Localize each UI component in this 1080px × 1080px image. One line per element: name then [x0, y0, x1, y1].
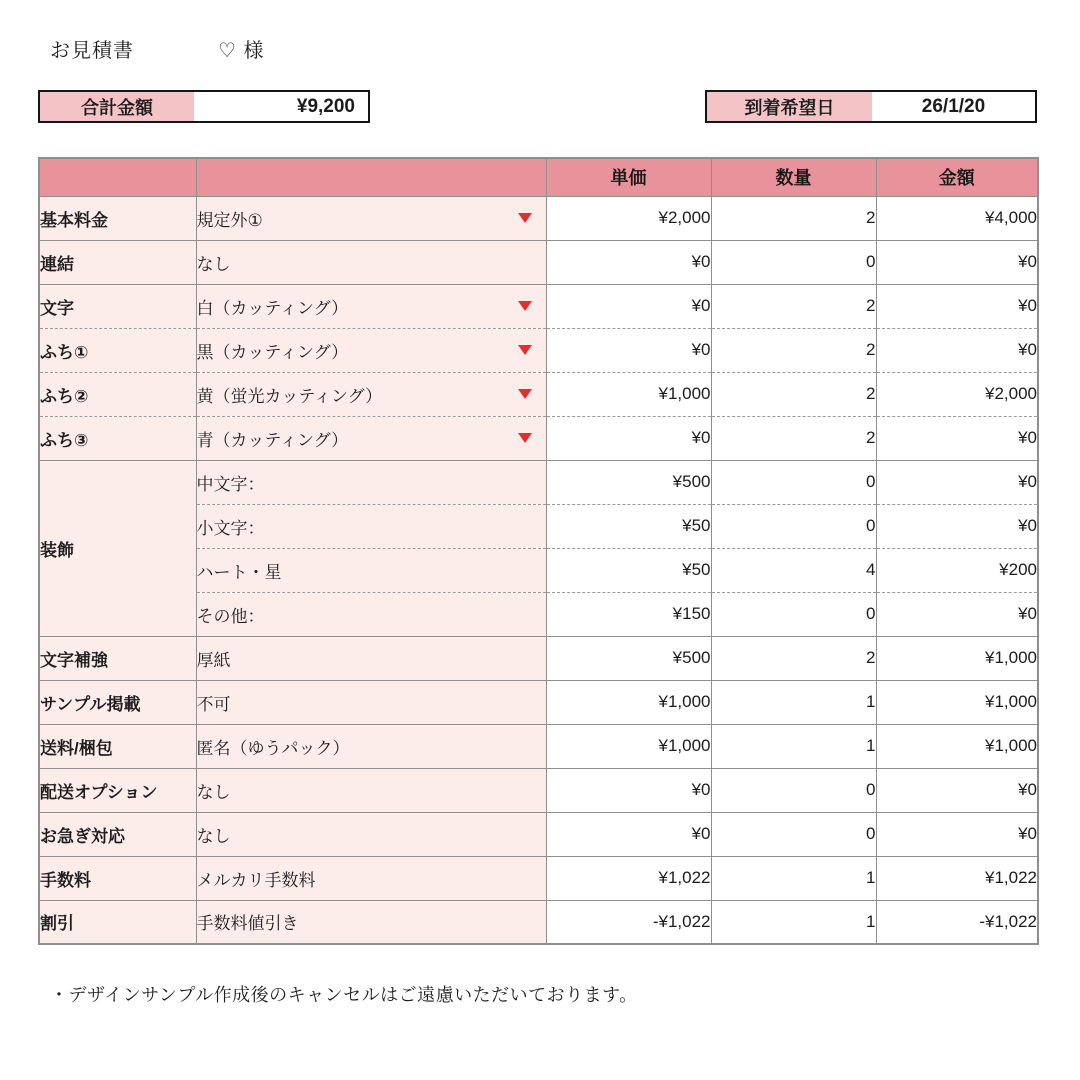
- choice-text: なし: [196, 254, 231, 274]
- choice-cell: [196, 768, 546, 812]
- dropdown-arrow-icon[interactable]: [518, 301, 532, 311]
- quantity-cell: 2: [711, 416, 876, 460]
- table-row: [39, 768, 1038, 812]
- choice-text: 規定外①: [196, 210, 263, 230]
- amount-cell: ¥1,000: [876, 680, 1038, 724]
- item-label-cell: 手数料: [39, 856, 196, 900]
- table-row: [39, 328, 1038, 372]
- quantity-cell: 1: [711, 724, 876, 768]
- header-quantity: 数量: [711, 158, 876, 196]
- choice-cell: [196, 240, 546, 284]
- choice-text: 青（カッティング）: [196, 430, 349, 450]
- table-header-row: [39, 158, 1038, 196]
- table-row: [39, 372, 1038, 416]
- amount-cell: ¥1,022: [876, 856, 1038, 900]
- quantity-cell: 2: [711, 372, 876, 416]
- quantity-cell: 2: [711, 196, 876, 240]
- choice-text: 中文字：: [196, 474, 265, 494]
- unit-price-cell: ¥1,000: [546, 680, 711, 724]
- amount-cell: ¥2,000: [876, 372, 1038, 416]
- choice-text: 黒（カッティング）: [196, 342, 349, 362]
- table-row: [39, 240, 1038, 284]
- amount-cell: ¥0: [876, 812, 1038, 856]
- amount-cell: ¥200: [876, 548, 1038, 592]
- header-unit-price: 単価: [546, 158, 711, 196]
- choice-text: 手数料値引き: [196, 914, 299, 934]
- unit-price-cell: ¥50: [546, 548, 711, 592]
- choice-text: 黄（蛍光カッティング）: [196, 386, 383, 406]
- choice-cell: [196, 504, 546, 548]
- amount-cell: ¥0: [876, 328, 1038, 372]
- choice-text: 小文字：: [196, 518, 265, 538]
- choice-cell: [196, 592, 546, 636]
- table-row: [39, 636, 1038, 680]
- choice-text: 厚紙: [196, 650, 231, 670]
- item-label-cell: 装飾: [39, 460, 196, 636]
- item-label-cell: 送料/梱包: [39, 724, 196, 768]
- item-label-cell: ふち②: [39, 372, 196, 416]
- quantity-cell: 2: [711, 284, 876, 328]
- choice-text: 不可: [196, 694, 231, 714]
- amount-cell: ¥0: [876, 284, 1038, 328]
- choice-text: ハート・星: [196, 562, 282, 582]
- quantity-cell: 0: [711, 768, 876, 812]
- customer-name: ♡ 様: [218, 40, 265, 62]
- choice-cell[interactable]: [196, 372, 546, 416]
- arrival-date-label: 到着希望日: [707, 92, 872, 121]
- table-row: [39, 196, 1038, 240]
- unit-price-cell: ¥1,000: [546, 372, 711, 416]
- choice-cell: [196, 856, 546, 900]
- dropdown-arrow-icon[interactable]: [518, 433, 532, 443]
- choice-cell[interactable]: [196, 416, 546, 460]
- table-row: [39, 416, 1038, 460]
- unit-price-cell: ¥2,000: [546, 196, 711, 240]
- total-amount-label: 合計金額: [40, 92, 194, 121]
- amount-cell: ¥1,000: [876, 636, 1038, 680]
- table-row: [39, 812, 1038, 856]
- quantity-cell: 1: [711, 900, 876, 944]
- unit-price-cell: ¥0: [546, 328, 711, 372]
- quantity-cell: 0: [711, 592, 876, 636]
- header-amount: 金額: [876, 158, 1038, 196]
- choice-text: なし: [196, 782, 231, 802]
- amount-cell: ¥0: [876, 504, 1038, 548]
- item-label-cell: 文字補強: [39, 636, 196, 680]
- amount-cell: ¥0: [876, 240, 1038, 284]
- choice-text: 白（カッティング）: [196, 298, 349, 318]
- unit-price-cell: ¥50: [546, 504, 711, 548]
- unit-price-cell: ¥1,000: [546, 724, 711, 768]
- unit-price-cell: ¥0: [546, 284, 711, 328]
- amount-cell: ¥0: [876, 768, 1038, 812]
- estimate-table: [38, 157, 1039, 945]
- item-label-cell: サンプル掲載: [39, 680, 196, 724]
- amount-cell: -¥1,022: [876, 900, 1038, 944]
- item-label-cell: ふち③: [39, 416, 196, 460]
- quantity-cell: 4: [711, 548, 876, 592]
- quantity-cell: 0: [711, 460, 876, 504]
- table-row: [39, 900, 1038, 944]
- choice-cell: [196, 548, 546, 592]
- quantity-cell: 0: [711, 504, 876, 548]
- dropdown-arrow-icon[interactable]: [518, 389, 532, 399]
- choice-cell[interactable]: [196, 328, 546, 372]
- unit-price-cell: ¥0: [546, 768, 711, 812]
- unit-price-cell: -¥1,022: [546, 900, 711, 944]
- table-row: [39, 284, 1038, 328]
- choice-cell: [196, 680, 546, 724]
- choice-text: なし: [196, 826, 231, 846]
- table-row: [39, 460, 1038, 504]
- item-label-cell: 割引: [39, 900, 196, 944]
- total-amount-value: ¥9,200: [296, 95, 355, 117]
- amount-cell: ¥0: [876, 592, 1038, 636]
- arrival-date-value: 26/1/20: [921, 95, 986, 117]
- quantity-cell: 0: [711, 240, 876, 284]
- unit-price-cell: ¥500: [546, 636, 711, 680]
- item-label-cell: 文字: [39, 284, 196, 328]
- choice-cell[interactable]: [196, 284, 546, 328]
- table-row: [39, 680, 1038, 724]
- item-label-cell: 基本料金: [39, 196, 196, 240]
- amount-cell: ¥4,000: [876, 196, 1038, 240]
- choice-cell: [196, 900, 546, 944]
- quantity-cell: 2: [711, 328, 876, 372]
- footer-note: ・デザインサンプル作成後のキャンセルはご遠慮いただいております。: [50, 985, 638, 1005]
- choice-cell: [196, 460, 546, 504]
- choice-cell: [196, 636, 546, 680]
- page-title: お見積書: [50, 40, 134, 62]
- table-row: [39, 724, 1038, 768]
- amount-cell: ¥0: [876, 460, 1038, 504]
- amount-cell: ¥1,000: [876, 724, 1038, 768]
- item-label-cell: お急ぎ対応: [39, 812, 196, 856]
- dropdown-arrow-icon[interactable]: [518, 345, 532, 355]
- unit-price-cell: ¥500: [546, 460, 711, 504]
- header-choice-cell: [196, 158, 546, 196]
- choice-text: メルカリ手数料: [196, 870, 316, 890]
- table-row: [39, 856, 1038, 900]
- header-item-cell: [39, 158, 196, 196]
- unit-price-cell: ¥0: [546, 416, 711, 460]
- amount-cell: ¥0: [876, 416, 1038, 460]
- unit-price-cell: ¥0: [546, 812, 711, 856]
- choice-cell: [196, 812, 546, 856]
- item-label-cell: 配送オプション: [39, 768, 196, 812]
- unit-price-cell: ¥0: [546, 240, 711, 284]
- quantity-cell: 0: [711, 812, 876, 856]
- unit-price-cell: ¥150: [546, 592, 711, 636]
- dropdown-arrow-icon[interactable]: [518, 213, 532, 223]
- item-label-cell: 連結: [39, 240, 196, 284]
- quantity-cell: 2: [711, 636, 876, 680]
- item-label-cell: ふち①: [39, 328, 196, 372]
- choice-cell: [196, 724, 546, 768]
- choice-text: その他：: [196, 606, 265, 626]
- choice-text: 匿名（ゆうパック）: [196, 738, 350, 758]
- unit-price-cell: ¥1,022: [546, 856, 711, 900]
- arrival-date-box: [705, 90, 1037, 123]
- choice-cell[interactable]: [196, 196, 546, 240]
- total-amount-box: [38, 90, 370, 123]
- quantity-cell: 1: [711, 856, 876, 900]
- quantity-cell: 1: [711, 680, 876, 724]
